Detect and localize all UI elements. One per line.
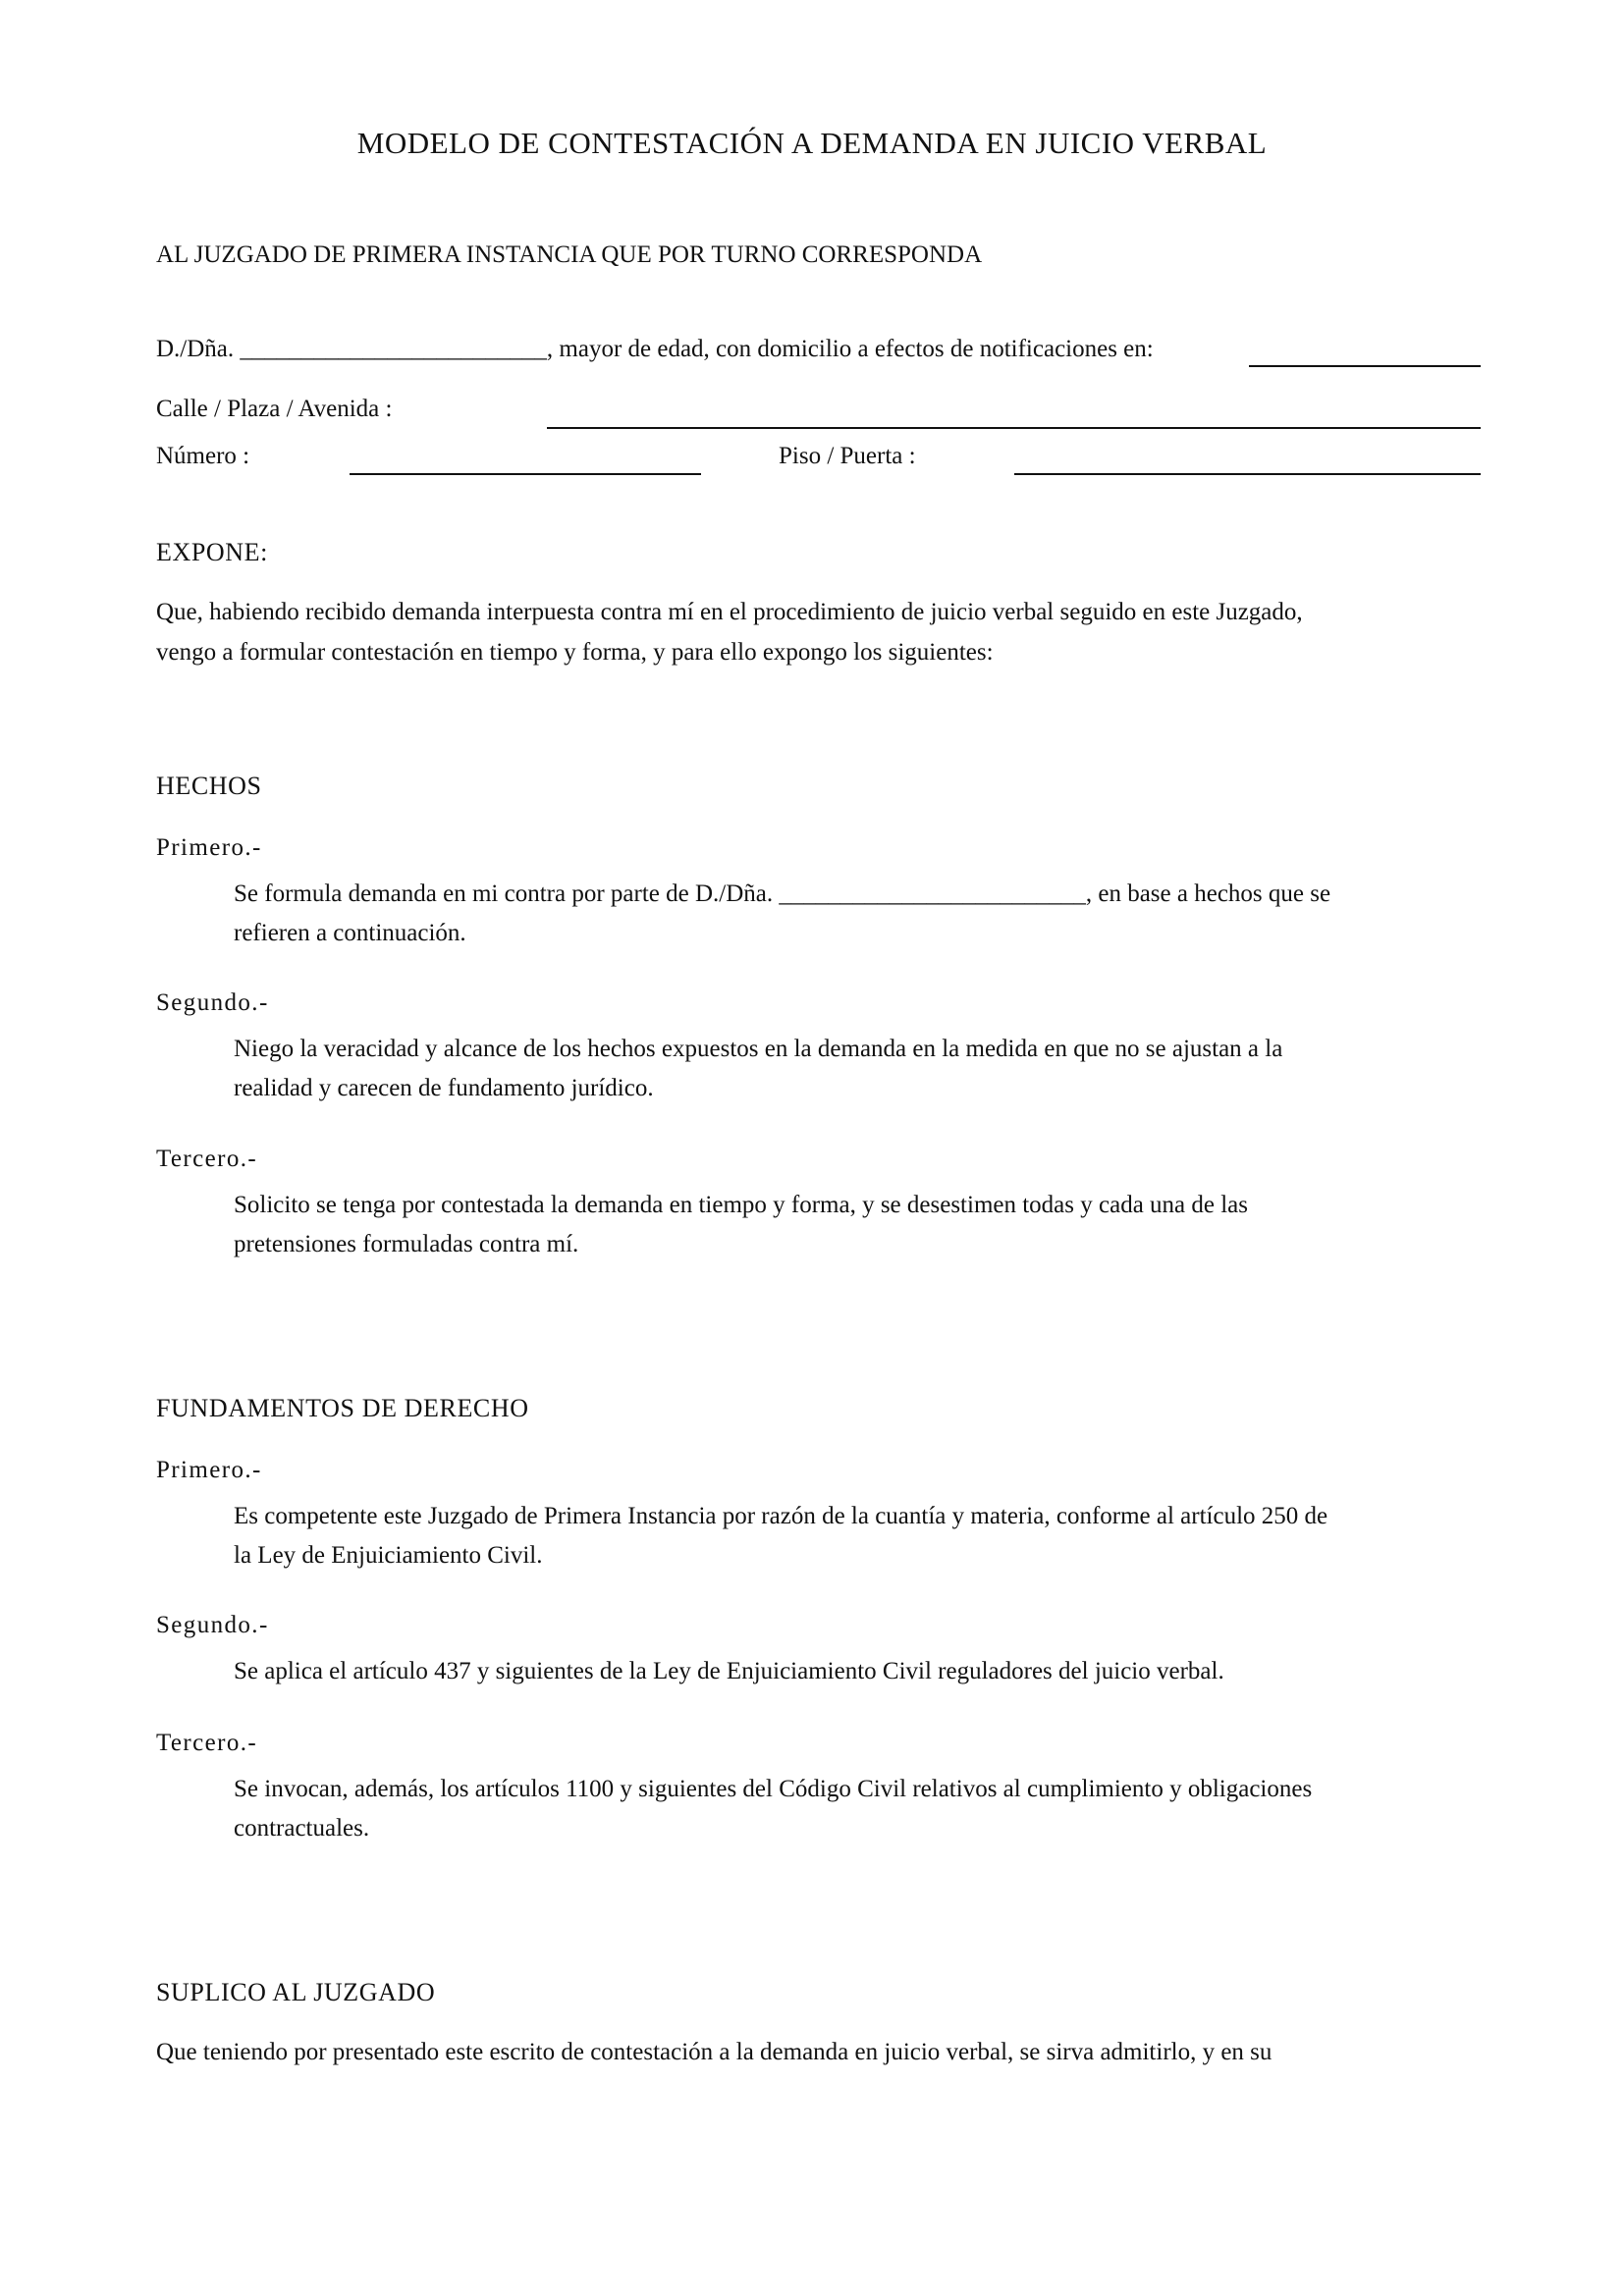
- fundamentos-item-3-line-1: Se invocan, además, los artículos 1100 y siguientes del Código Civil relativos al cumplimiento y obligaciones: [234, 1776, 1313, 1802]
- floor-blank-line[interactable]: [1014, 473, 1481, 475]
- addressee: AL JUZGADO DE PRIMERA INSTANCIA QUE POR TURNO CORRESPONDA: [156, 241, 983, 268]
- hechos-item-2-line-1: Niego la veracidad y alcance de los hechos expuestos en la demanda en la medida en que no se ajustan a la: [234, 1036, 1283, 1062]
- expone-line-1: Que, habiendo recibido demanda interpuesta contra mí en el procedimiento de juicio verbal seguido en este Juzgado,: [156, 599, 1303, 625]
- hechos-item-1-line-2: refieren a continuación.: [234, 920, 466, 946]
- fundamentos-item-3-line-2: contractuales.: [234, 1815, 370, 1842]
- number-blank-line[interactable]: [350, 473, 701, 475]
- fundamentos-ordinal-2: Segundo.-: [156, 1612, 269, 1638]
- hechos-ordinal-2: Segundo.-: [156, 989, 269, 1016]
- hechos-ordinal-3: Tercero.-: [156, 1146, 258, 1172]
- party-prefix: D./Dña.: [156, 336, 235, 362]
- expone-line-2: vengo a formular contestación en tiempo y forma, y para ello expongo los siguientes:: [156, 639, 994, 666]
- party-suffix: , mayor de edad, con domicilio a efectos de notificaciones en:: [546, 336, 1154, 362]
- hechos-item-2-line-2: realidad y carecen de fundamento jurídico.: [234, 1075, 654, 1101]
- fundamentos-item-1-line-2: la Ley de Enjuiciamiento Civil.: [234, 1542, 543, 1569]
- hechos-ordinal-1: Primero.-: [156, 834, 262, 861]
- party-line: [156, 336, 1154, 363]
- hechos-heading: HECHOS: [156, 772, 262, 800]
- fundamentos-heading: FUNDAMENTOS DE DERECHO: [156, 1394, 529, 1422]
- expone-heading: EXPONE:: [156, 538, 268, 566]
- hechos-item-3-line-1: Solicito se tenga por contestada la demanda en tiempo y forma, y se desestimen todas y cada una de las: [234, 1192, 1249, 1218]
- suplico-heading: SUPLICO AL JUZGADO: [156, 1978, 436, 2006]
- suplico-line-1: Que teniendo por presentado este escrito de contestación a la demanda en juicio verbal, se sirva admitirlo, y en su: [156, 2039, 1272, 2065]
- document-title: MODELO DE CONTESTACIÓN A DEMANDA EN JUICIO VERBAL: [356, 126, 1268, 160]
- fundamentos-ordinal-1: Primero.-: [156, 1457, 262, 1483]
- domicile-blank-line[interactable]: [1249, 365, 1481, 367]
- party-name-blank[interactable]: _________________________: [240, 336, 547, 362]
- hechos-item-1-line-1: Se formula demanda en mi contra por parte de D./Dña. _________________________, en base a hechos que se: [234, 881, 1331, 907]
- fundamentos-item-2-line-1: Se aplica el artículo 437 y siguientes de la Ley de Enjuiciamiento Civil reguladores del juicio verbal.: [234, 1658, 1224, 1684]
- address-blank-line[interactable]: [547, 427, 1481, 429]
- number-label: Número :: [156, 443, 250, 469]
- fundamentos-ordinal-3: Tercero.-: [156, 1730, 258, 1756]
- fundamentos-item-1-line-1: Es competente este Juzgado de Primera Instancia por razón de la cuantía y materia, conforme al artículo 250 de: [234, 1503, 1328, 1529]
- floor-label: Piso / Puerta :: [779, 443, 916, 469]
- address-label: Calle / Plaza / Avenida :: [156, 396, 393, 422]
- hechos-item-3-line-2: pretensiones formuladas contra mí.: [234, 1231, 579, 1257]
